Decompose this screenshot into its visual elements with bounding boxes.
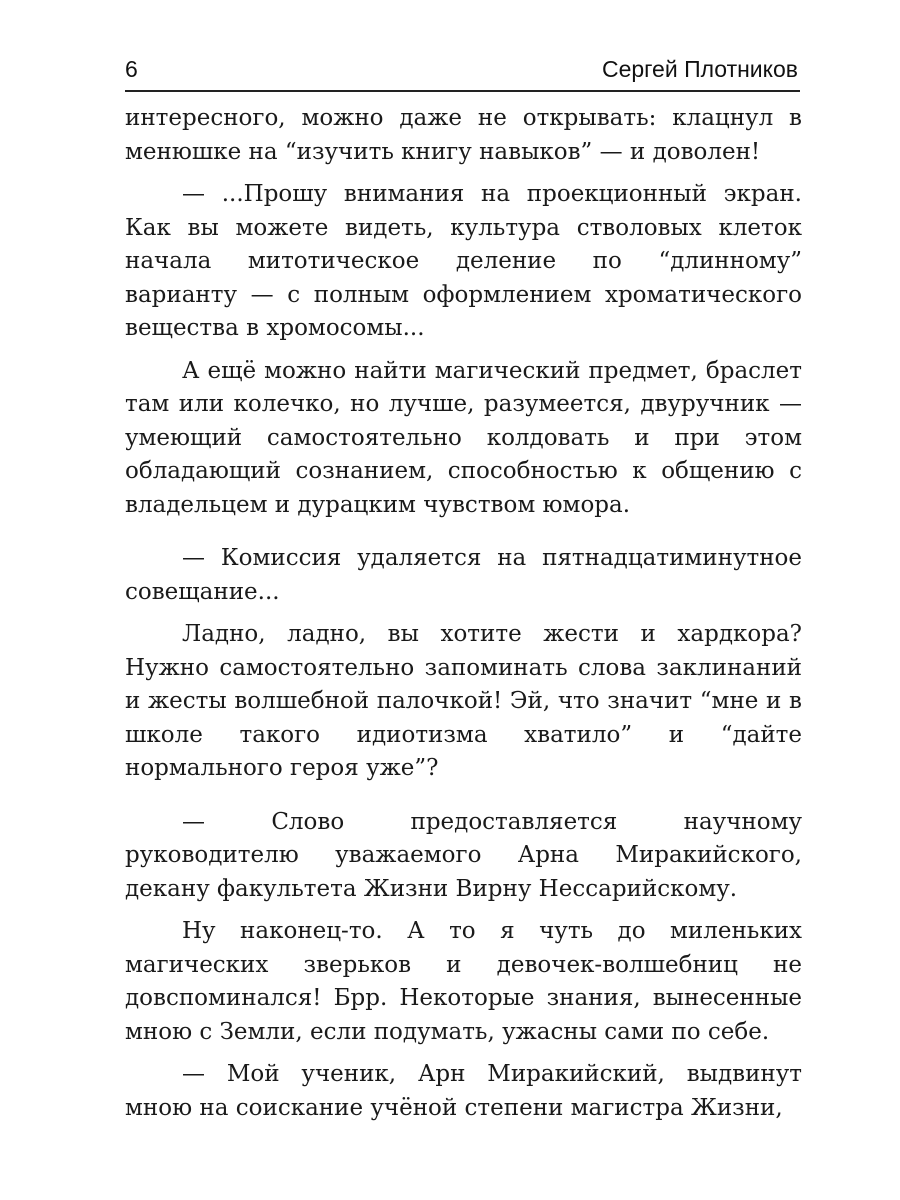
body-text	[125, 102, 802, 1134]
paragraph: — ...Прошу внимания на проекционный экран. Как вы можете видеть, культура стволовых клеток начала митотическое деление по “длинному” варианту — с полным оформлением хроматического вещества в хромосомы...	[125, 181, 802, 341]
paragraph: — Комиссия удаляется на пятнадцатиминутное совещание...	[125, 545, 802, 605]
author-running-head: Сергей Плотников	[601, 56, 798, 82]
paragraph: интересного, можно даже не открывать: клацнул в менюшке на “изучить книгу навыков” — и доволен!	[125, 105, 802, 165]
running-header	[125, 52, 800, 92]
paragraph: Ладно, ладно, вы хотите жести и хардкора? Нужно самостоятельно запоминать слова заклинаний и жесты волшебной палочкой! Эй, что значит “мне и в школе такого идиотизма хватило” и “дайте нормального героя уже”?	[125, 621, 802, 781]
paragraph: — Мой ученик, Арн Миракийский, выдвинут мною на соискание учёной степени магистра Жизни,	[125, 1061, 802, 1121]
page-number: 6	[125, 56, 138, 82]
paragraph: Ну наконец-то. А то я чуть до миленьких магических зверьков и девочек-волшебниц не довспоминался! Брр. Некоторые знания, вынесенные мною с Земли, если подумать, ужасны сами по себе.	[125, 918, 802, 1045]
paragraph: А ещё можно найти магический предмет, браслет там или колечко, но лучше, разумеется, двуручник — умеющий самостоятельно колдовать и при этом обладающий сознанием, способностью к общению с владельцем и дурацким чувством юмора.	[125, 357, 802, 518]
paragraph: — Слово предоставляется научному руководителю уважаемого Арна Миракийского, декану факультета Жизни Вирну Нессарийскому.	[125, 808, 802, 902]
